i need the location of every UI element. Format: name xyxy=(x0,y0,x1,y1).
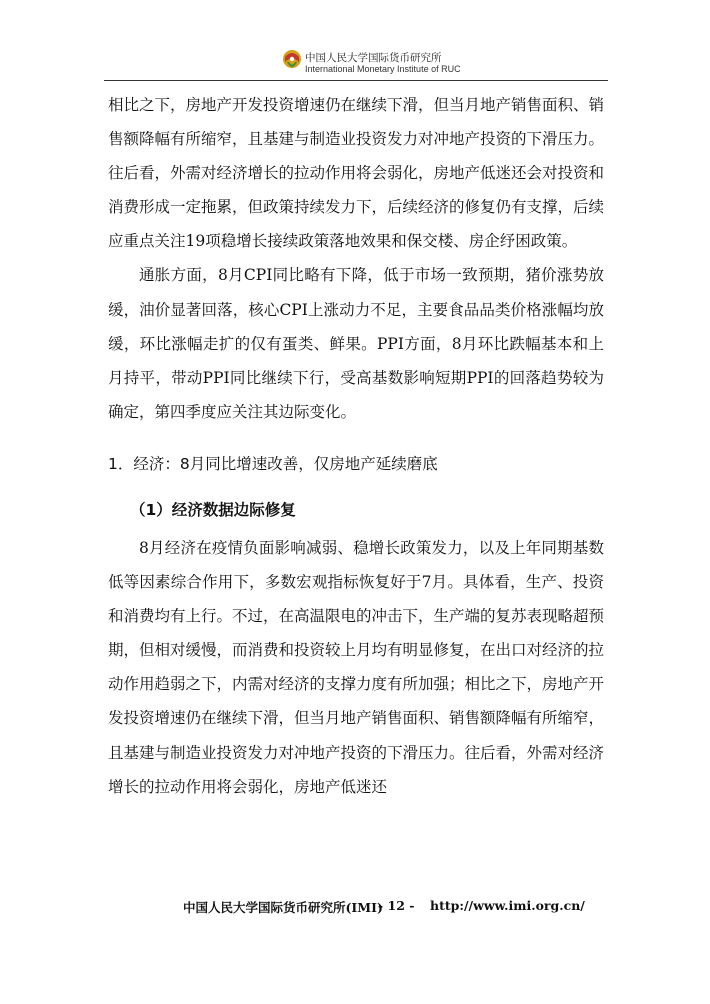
page-body xyxy=(108,88,604,804)
header-org-en: International Monetary Institute of RUC xyxy=(305,64,461,74)
page-header xyxy=(0,0,710,90)
paragraph-continued: 相比之下，房地产开发投资增速仍在继续下滑，但当月地产销售面积、销售额降幅有所缩窄，且基建与制造业投资发力对冲地产投资的下滑压力。往后看，外需对经济增长的拉动作用将会弱化，房地产低迷还会对投资和消费形成一定拖累，但政策持续发力下，后续经济的修复仍有支撑，后续应重点关注19项稳增长接续政策落地效果和保交楼、房企纾困政策。 xyxy=(108,96,605,251)
paragraph-economy: 8月经济在疫情负面影响减弱、稳增长政策发力，以及上年同期基数低等因素综合作用下，多数宏观指标恢复好于7月。具体看，生产、投资和消费均有上行。不过，在高温限电的冲击下，生产端的复苏表现略超预期，但相对缓慢，而消费和投资较上月均有明显修复，在出口对经济的拉动作用趋弱之下，内需对经济的支撑力度有所加强；相比之下，房地产开发投资增速仍在继续下滑，但当月地产销售面积、销售额降幅有所缩窄，且基建与制造业投资发力对冲地产投资的下滑压力。往后看，外需对经济增长的拉动作用将会弱化，房地产低迷还 xyxy=(108,538,605,796)
subsection-heading: （1）经济数据边际修复 xyxy=(130,500,296,519)
section-heading: 1．经济：8月同比增速改善，仅房地产延续磨底 xyxy=(108,454,438,473)
paragraph-inflation: 通胀方面，8月CPI同比略有下降，低于市场一致预期，猪价涨势放缓，油价显著回落，核心CPI上涨动力不足，主要食品品类价格涨幅均放缓，环比涨幅走扩的仅有蛋类、鲜果。PPI方面，8月环比跌幅基本和上月持平，带动PPI同比继续下行，受高基数影响短期PPI的回落趋势较为确定，第四季度应关注其边际变化。 xyxy=(108,266,604,421)
page-footer xyxy=(0,898,710,922)
header-divider xyxy=(104,80,608,81)
page-number: - 12 - xyxy=(378,898,415,913)
header-org-cn: 中国人民大学国际货币研究所 xyxy=(305,52,442,64)
footer-url[interactable]: http://www.imi.org.cn/ xyxy=(430,898,585,913)
footer-org: 中国人民大学国际货币研究所(IMI) xyxy=(183,900,383,915)
imi-logo-icon xyxy=(281,48,303,74)
